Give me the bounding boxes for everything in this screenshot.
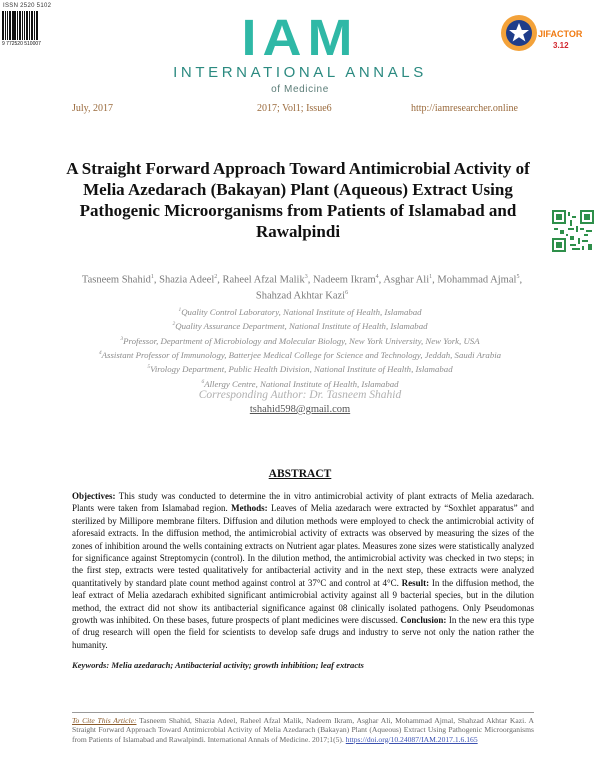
affiliation: $^6$Allergy Centre, National Institute of Health, Islamabad xyxy=(201,378,399,389)
author-name: Asghar Ali xyxy=(383,274,430,286)
impact-factor-label: JIFACTOR xyxy=(538,29,583,39)
author-name: Mohammad Ajmal xyxy=(437,274,517,286)
methods-text: Leaves of Melia azedarach were extracted by “Soxhlet apparatus” and sterilized by Millipore membrane filters. Diffusion and dilution methods were employed to check the antimicrobial activity of aforesaid extracts. In the diffusion method, the antimicrobial activity of extracts was observed by measuring the sizes of the zones of inhibition around the wells containing extracts on Nutrient agar plates. Measures zone sizes were statistically analyzed for significance against Streptomycin (control). In the dilution method, the antimicrobial activity was checked in two steps; in the first step, extracts were tested qualitatively for antibacterial activity and in the next step, these extracts were analyzed quantitatively by standard plate count method against control at 37°C and control at 4°C. xyxy=(72,503,534,588)
abstract-heading: ABSTRACT xyxy=(268,468,332,480)
article-title: A Straight Forward Approach Toward Antimicrobial Activity of Melia Azedarach (Bakayan) Plant (Aqueous) Extract Using Pathogenic Microorganisms from Patients of Islamabad and Rawalpindi xyxy=(66,159,530,241)
corresponding-email-link[interactable]: tshahid598@gmail.com xyxy=(249,404,351,415)
result-label: Result: xyxy=(401,577,430,588)
doi-link[interactable]: https://doi.org/10.24087/IAM.2017.1.6.165 xyxy=(345,734,478,744)
affiliation: $^2$Quality Assurance Department, National Institute of Health, Islamabad xyxy=(172,321,428,332)
journal-tagline: of Medicine xyxy=(271,84,329,95)
citation-text: Tasneem Shahid, Shazia Adeel, Raheel Afzal Malik, Nadeem Ikram, Asghar Ali, Mohammad Ajmal, Shahzad Akhtar Kazi. A Straight Forward Approach Toward Antimicrobial Activity of Melia Azedarach (Bakayan) Plant (Aqueous) Extract Using Pathogenic Microorganisms from Patients of Islamabad and Rawalpindi. International Annals of Medicine. 2017;1(5). xyxy=(72,716,534,744)
objectives-label: Objectives: xyxy=(72,491,116,501)
methods-label: Methods: xyxy=(231,503,268,514)
journal-name: INTERNATIONAL ANNALS xyxy=(173,64,427,81)
journal-url-link[interactable]: http://iamresearcher.online xyxy=(411,103,518,114)
citation-label: To Cite This Article: xyxy=(72,716,137,725)
author-name: Nadeem Ikram xyxy=(312,274,376,286)
issue-volume: 2017; Vol1; Issue6 xyxy=(257,103,332,114)
impact-factor-value: 3.12 xyxy=(553,41,569,50)
barcode-number: 9 772520 510007 xyxy=(2,41,41,47)
footer-divider xyxy=(72,712,534,713)
issn-label: ISSN 2520 5102 xyxy=(3,3,52,9)
conclusion-label: Conclusion: xyxy=(400,615,447,626)
author-name: Shazia Adeel xyxy=(159,274,215,286)
affiliation: $^3$Professor, Department of Microbiology and Molecular Biology, New York University, New York, USA xyxy=(120,335,480,346)
keywords: Keywords: Melia azedarach; Antibacterial activity; growth inhibition; leaf extracts xyxy=(72,660,364,670)
qr-code-icon xyxy=(552,210,594,252)
author-name: Tasneem Shahid xyxy=(81,274,151,286)
affiliation-list xyxy=(40,304,560,390)
author-name: Raheel Afzal Malik xyxy=(222,274,305,286)
affiliation: $^1$Quality Control Laboratory, National Institute of Health, Islamabad xyxy=(178,306,422,317)
result-text: In the diffusion method, the leaf extract of Melia azedarach exhibited significant antimicrobial activity against all 9 bacterial species, but in the dilution method, the extract did not show its antibacterial significance against 08 clinically isolated pathogens. Only Pseudomonas growth was inhibited. On these bases, future prospects of plant medicines were discussed. xyxy=(72,577,534,626)
author-name: Shahzad Akhtar Kazi xyxy=(255,290,346,301)
citation-block xyxy=(72,716,534,744)
affiliation: $^4$Assistant Professor of Immunology, Batterjee Medical College for Science and Technology, Jeddah, Saudi Arabia xyxy=(98,349,502,360)
affiliation: $^5$Virology Department, Public Health Division, National Institute of Health, Islamabad xyxy=(147,364,453,375)
issue-date: July, 2017 xyxy=(72,103,114,114)
corresponding-author: Corresponding Author: Dr. Tasneem Shahid xyxy=(198,389,402,401)
jifactor-badge-icon xyxy=(500,14,538,52)
author-list: Tasneem Shahid$^1$, Shazia Adeel$^2$, Raheel Afzal Malik$^3$, Nadeem Ikram$^4$, Asghar Ali$^1$, Mohammad Ajmal$^5$, Shahzad Akhtar Kazi$^6$ xyxy=(81,274,523,301)
abstract-body xyxy=(72,490,534,651)
journal-logo: IAM xyxy=(241,9,359,67)
conclusion-text: In the new era this type of drug research will open the field for scientists to develop safe drugs and industry to serve not only the nation rather the humanity. xyxy=(72,615,534,650)
objectives-text: This study was conducted to determine the in vitro antimicrobial activity of plant extracts of Melia azedarach. Plants were taken from Islamabad region. xyxy=(72,491,534,514)
